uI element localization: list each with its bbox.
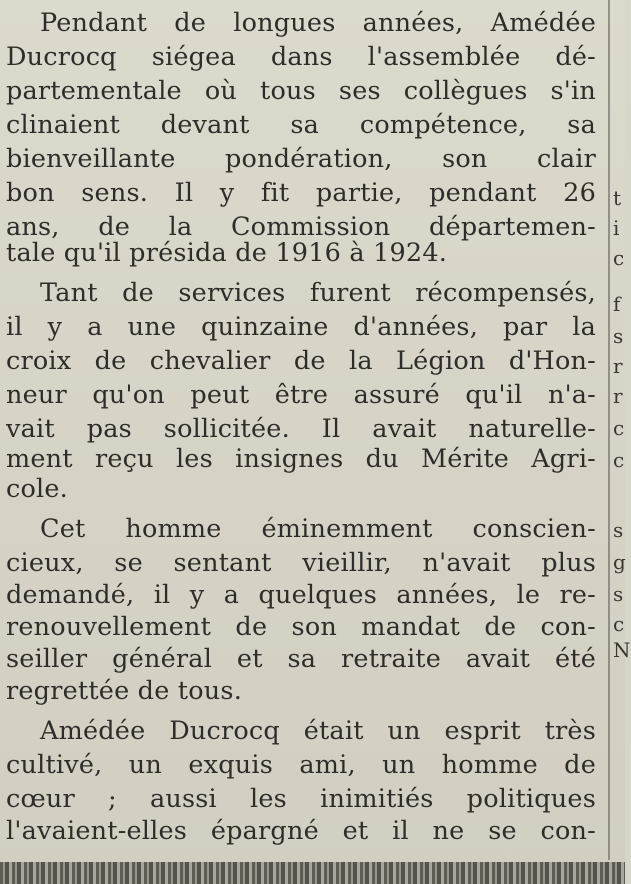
- text-line: cole.: [6, 474, 68, 504]
- torn-edge-strip: [0, 862, 625, 884]
- text-line: Amédée Ducrocq était un esprit très: [40, 716, 596, 746]
- text-line: clinaient devant sa compétence, sa: [6, 110, 596, 140]
- adjacent-column-fragment: s: [613, 518, 624, 542]
- text-line: il y a une quinzaine d'années, par la: [6, 312, 596, 342]
- text-line: ment reçu les insignes du Mérite Agri-: [6, 444, 596, 474]
- text-line: neur qu'on peut être assuré qu'il n'a-: [6, 380, 596, 410]
- adjacent-column-fragment: s: [613, 582, 624, 606]
- text-line: bon sens. Il y fit partie, pendant 26: [6, 178, 596, 208]
- text-line: regrettée de tous.: [6, 676, 243, 706]
- adjacent-column-fragment: c: [613, 448, 625, 472]
- adjacent-column-fragment: t: [613, 186, 622, 210]
- text-line: l'avaient-elles épargné et il ne se con-: [6, 816, 596, 846]
- text-line: cultivé, un exquis ami, un homme de: [6, 750, 596, 780]
- adjacent-column-fragment: N: [613, 638, 631, 662]
- text-line: Cet homme éminemment conscien-: [40, 514, 596, 544]
- text-line: seiller général et sa retraite avait été: [6, 644, 596, 674]
- text-line: vait pas sollicitée. Il avait naturelle-: [6, 414, 596, 444]
- text-line: renouvellement de son mandat de con-: [6, 612, 596, 642]
- column-rule: [608, 0, 610, 860]
- text-line: bienveillante pondération, son clair: [6, 144, 596, 174]
- text-line: Ducrocq siégea dans l'assemblée dé-: [6, 42, 596, 72]
- adjacent-column-fragment: c: [613, 246, 625, 270]
- text-line: Pendant de longues années, Amédée: [40, 8, 596, 38]
- text-line: croix de chevalier de la Légion d'Hon-: [6, 346, 596, 376]
- adjacent-column-fragment: r: [613, 384, 623, 408]
- adjacent-column-fragment: g: [613, 550, 626, 574]
- text-line: cœur ; aussi les inimitiés politiques: [6, 784, 596, 814]
- adjacent-column-fragment: s: [613, 324, 624, 348]
- adjacent-column-fragment: r: [613, 354, 623, 378]
- adjacent-column-fragment: f: [613, 292, 621, 316]
- adjacent-column-fragment: i: [613, 216, 620, 240]
- text-line: partementale où tous ses collègues s'in: [6, 76, 596, 106]
- adjacent-column-fragment: c: [613, 612, 625, 636]
- adjacent-column-fragment: c: [613, 416, 625, 440]
- text-line: demandé, il y a quelques années, le re-: [6, 580, 596, 610]
- text-line: cieux, se sentant vieillir, n'avait plus: [6, 548, 596, 578]
- text-line: ans, de la Commission départemen-: [6, 212, 596, 242]
- text-line: tale qu'il présida de 1916 à 1924.: [6, 238, 448, 268]
- text-line: Tant de services furent récompensés,: [40, 278, 596, 308]
